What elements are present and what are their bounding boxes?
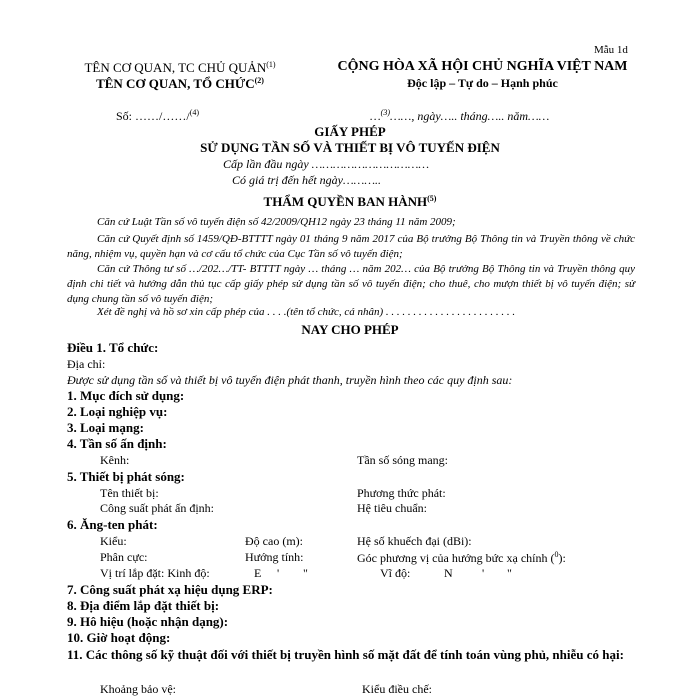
carrier-frequency-label: Tần số sóng mang: — [357, 453, 448, 467]
document-title: GIẤY PHÉP — [314, 124, 386, 139]
item-network-type: 3. Loại mạng: — [67, 420, 144, 435]
antenna-gain-label: Hệ số khuếch đại (dBi): — [357, 534, 472, 548]
item-call-sign: 9. Hô hiệu (hoặc nhận dạng): — [67, 614, 229, 629]
item-service-type: 2. Loại nghiệp vụ: — [67, 404, 168, 419]
document-number: Số: ……/……/$^{(4)}$ — [116, 108, 200, 123]
antenna-height-label: Độ cao (m): — [245, 534, 303, 548]
address-label: Địa chỉ: — [67, 357, 106, 371]
item-operating-hours: 10. Giờ hoạt động: — [67, 630, 171, 645]
item-install-location: 8. Địa điểm lắp đặt thiết bị: — [67, 598, 220, 613]
permit-heading: NAY CHO PHÉP — [301, 322, 399, 337]
latitude-seconds: " — [507, 566, 512, 580]
document-subtitle: SỬ DỤNG TẦN SỐ VÀ THIẾT BỊ VÔ TUYẾN ĐIỆN — [200, 140, 500, 155]
legal-basis-decision: Căn cứ Quyết định số 1459/QĐ-BTTTT ngày 01 tháng 9 năm 2017 của Bộ trưởng Bộ Thông tin và Truyền thông về chức năng, nhiệm vụ, quyền hạn và cơ cấu tổ chức của Cục Tần số vô tuyến điện; — [67, 233, 635, 260]
item-purpose: 1. Mục đích sử dụng: — [67, 388, 185, 403]
item-assigned-frequency: 4. Tần số ấn định: — [67, 436, 167, 451]
latitude-label: Vĩ độ: — [380, 566, 411, 580]
national-motto: Độc lập – Tự do – Hạnh phúc — [407, 76, 558, 90]
device-name-label: Tên thiết bị: — [100, 486, 159, 500]
issuing-authority: THẨM QUYỀN BAN HÀNH$^{(5)}$ — [263, 194, 437, 209]
polarization-label: Phân cực: — [100, 550, 148, 564]
transmission-method-label: Phương thức phát: — [357, 486, 446, 500]
legal-basis-circular: Căn cứ Thông tư số …/202…/TT- BTTTT ngày … tháng … năm 202… của Bộ trưởng Bộ Thông tin và Truyền thông quy định chi tiết và hướng dẫn thủ tục cấp giấy phép sử dụng tần số vô tuyến điện; cho thuê, cho mượn thiết bị vô tuyến điện; sử dụng chung tần số vô tuyến điện; — [67, 263, 635, 305]
antenna-type-label: Kiểu: — [100, 534, 127, 548]
parent-agency-name: TÊN CƠ QUAN, TC CHỦ QUẢN$^{(1)}$ — [84, 60, 276, 75]
document-date: …$^{(3)}$……, ngày….. tháng….. năm…… — [370, 108, 550, 123]
standard-label: Hệ tiêu chuẩn: — [357, 501, 427, 515]
item-transmitter: 5. Thiết bị phát sóng: — [67, 469, 185, 484]
latitude-minutes: ' — [482, 566, 485, 580]
article-1-label: Điều 1. Tổ chức: — [67, 340, 159, 355]
form-code: Mẫu 1d — [594, 44, 628, 56]
article-1-intro: Được sử dụng tần số và thiết bị vô tuyến điện phát thanh, truyền hình theo các quy định sau: — [67, 373, 513, 387]
assigned-power-label: Công suất phát ấn định: — [100, 501, 214, 515]
issued-date: Cấp lần đầu ngày …………………………… — [223, 157, 430, 171]
item-erp: 7. Công suất phát xạ hiệu dụng ERP: — [67, 582, 273, 597]
modulation-type-label: Kiểu điều chế: — [362, 682, 432, 696]
item-dtt-parameters: 11. Các thông số kỹ thuật đối với thiết bị truyền hình số mặt đất để tính toán vùng phủ, nhiễu có hại: — [67, 647, 624, 662]
azimuth-label: Góc phương vị của hướng bức xạ chính ($^0$): — [357, 550, 566, 565]
national-title: CỘNG HÒA XÃ HỘI CHỦ NGHĨA VIỆT NAM — [337, 59, 628, 74]
guard-interval-label: Khoảng bảo vệ: — [100, 682, 176, 696]
channel-label: Kênh: — [100, 453, 130, 467]
item-antenna: 6. Ăng-ten phát: — [67, 517, 158, 532]
longitude-minutes: ' — [277, 566, 280, 580]
application-review: Xét đề nghị và hồ sơ xin cấp phép của . . . .(tên tổ chức, cá nhân) . . . . . . . . . . . . . . . . . . . . . . . . — [97, 306, 516, 318]
longitude-east: E — [254, 566, 262, 580]
installation-location-label: Vị trí lắp đặt: Kinh độ: — [100, 566, 210, 580]
legal-basis-law: Căn cứ Luật Tần số vô tuyến điện số 42/2009/QH12 ngày 23 tháng 11 năm 2009; — [97, 216, 456, 228]
agency-name: TÊN CƠ QUAN, TỔ CHỨC$^{(2)}$ — [96, 76, 264, 91]
valid-until: Có giá trị đến hết ngày……….. — [232, 173, 381, 187]
latitude-north: N — [444, 566, 453, 580]
longitude-seconds: " — [303, 566, 308, 580]
directivity-label: Hướng tính: — [245, 550, 304, 564]
